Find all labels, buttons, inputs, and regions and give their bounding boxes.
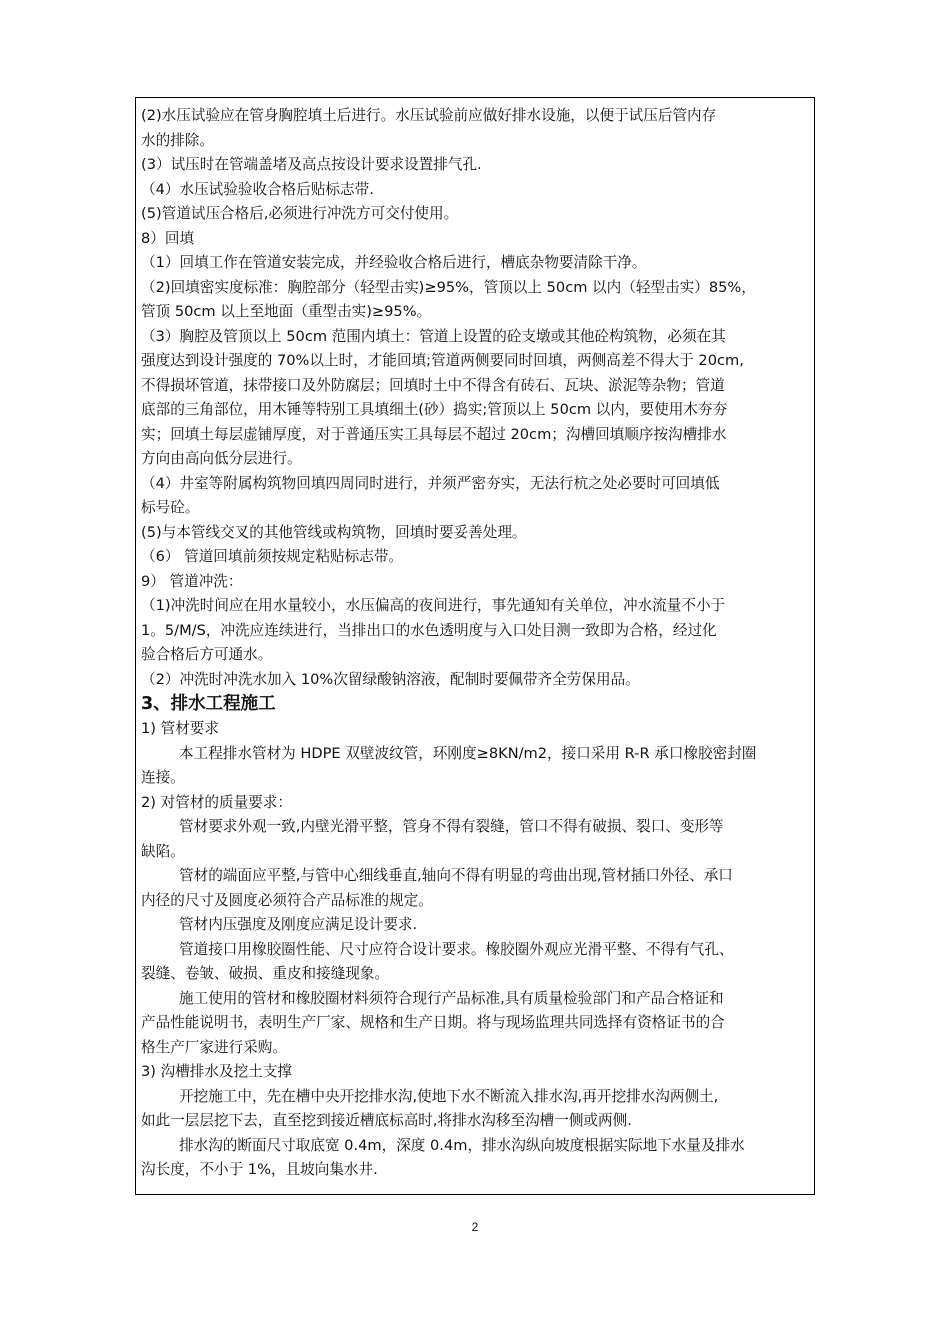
- text-line: 产品性能说明书，表明生产厂家、规格和生产日期。将与现场监理共同选择有资格证书的合: [141, 1014, 725, 1031]
- text-line: 1。5/M/S，冲洗应连续进行，当排出口的水色透明度与入口处目测一致即为合格，经过化: [141, 621, 717, 639]
- text-line: 实；回填土每层虚铺厚度，对于普通压实工具每层不超过 20cm；沟槽回填顺序按沟槽排水: [141, 425, 727, 443]
- text-line: 本工程排水管材为 HDPE 双壁波纹管，环刚度≥8KN/m2，接口采用 R-R 承口橡胶密封圈: [179, 744, 757, 762]
- text-line: （1)冲洗时间应在用水量较小，水压偏高的夜间进行，事先通知有关单位，冲水流量不小于: [141, 597, 726, 614]
- text-line: （2)回填密实度标准：胸腔部分（轻型击实)≥95%，管顶以上 50cm 以内（轻型击实）85%，: [141, 278, 756, 296]
- document-body: [141, 104, 811, 1183]
- text-line: 管材的端面应平整,与管中心细线垂直,轴向不得有明显的弯曲出现,管材插口外径、承口: [179, 867, 733, 884]
- text-line: 如此一层层挖下去，直至挖到接近槽底标高时,将排水沟移至沟槽一侧或两侧.: [141, 1112, 632, 1129]
- text-line: 2) 对管材的质量要求：: [141, 793, 292, 811]
- text-line: （4）井室等附属构筑物回填四周同时进行，并须严密夯实，无法行杭之处必要时可回填低: [141, 474, 720, 492]
- text-line: 开挖施工中，先在槽中央开挖排水沟,使地下水不断流入排水沟,再开挖排水沟两侧土,: [179, 1087, 719, 1105]
- text-line: 缺陷。: [141, 842, 185, 860]
- text-line: 水的排除。: [141, 131, 214, 149]
- text-line: (5)管道试压合格后,必须进行冲洗方可交付使用。: [141, 205, 459, 222]
- text-line: 验合格后方可通水。: [141, 646, 273, 663]
- text-line: 裂缝、卷皱、破损、重皮和接缝现象。: [141, 965, 390, 982]
- text-line: 管道接口用橡胶圈性能、尺寸应符合设计要求。橡胶圈外观应光滑平整、不得有气孔、: [179, 940, 734, 958]
- section-heading: 3、排水工程施工: [141, 694, 276, 714]
- text-line: 沟长度，不小于 1%，且坡向集水井.: [141, 1161, 378, 1178]
- text-line: （1）回填工作在管道安装完成，并经验收合格后进行，槽底杂物要清除干净。: [141, 254, 647, 271]
- text-line: (5)与本管线交叉的其他管线或构筑物，回填时要妥善处理。: [141, 523, 527, 541]
- text-line: 9） 管道冲洗：: [141, 572, 243, 590]
- text-line: （3）胸腔及管顶以上 50cm 范围内填土：管道上设置的砼支墩或其他砼构筑物，必须在其: [141, 327, 726, 345]
- text-line: 3) 沟槽排水及挖土支撑: [141, 1063, 292, 1080]
- text-line: 标号砼。: [141, 499, 200, 516]
- text-line: 底部的三角部位，用木锤等特别工具填细土(砂）捣实;管顶以上 50cm 以内，要使用木夯夯: [141, 401, 728, 418]
- text-line: 管材内压强度及刚度应满足设计要求.: [179, 916, 418, 933]
- text-line: 内径的尺寸及圆度必须符合产品标准的规定。: [141, 891, 433, 909]
- text-line: (2)水压试验应在管身胸腔填土后进行。水压试验前应做好排水设施，以便于试压后管内存: [141, 107, 717, 124]
- text-line: （2）冲洗时冲洗水加入 10%次留绿酸钠溶液，配制时要佩带齐全劳保用品。: [141, 670, 640, 688]
- text-line: 1) 管材要求: [141, 720, 219, 737]
- text-line: 不得损坏管道，抹带接口及外防腐层；回填时土中不得含有砖石、瓦块、淤泥等杂物；管道: [141, 376, 725, 394]
- text-line: 8）回填: [141, 229, 195, 247]
- text-line: 连接。: [141, 769, 185, 786]
- text-line: （6） 管道回填前须按规定粘贴标志带。: [141, 548, 404, 565]
- text-line: 格生产厂家进行采购。: [141, 1038, 287, 1056]
- text-line: 方向由高向低分层进行。: [141, 450, 302, 467]
- text-line: 管顶 50cm 以上至地面（重型击实)≥95%。: [141, 303, 432, 320]
- text-line: 管材要求外观一致,内壁光滑平整，管身不得有裂缝，管口不得有破损、裂口、变形等: [179, 818, 724, 835]
- document-frame: [135, 97, 815, 1195]
- page-number: 2: [471, 1220, 479, 1234]
- text-line: 施工使用的管材和橡胶圈材料须符合现行产品标准,具有质量检验部门和产品合格证和: [179, 989, 724, 1007]
- text-line: 排水沟的断面尺寸取底宽 0.4m，深度 0.4m，排水沟纵向坡度根据实际地下水量及排水: [179, 1136, 745, 1154]
- section-body: [141, 717, 811, 1183]
- text-line: (3）试压时在管端盖堵及高点按设计要求设置排气孔.: [141, 156, 482, 173]
- text-line: 强度达到设计强度的 70%以上时，才能回填;管道两侧要同时回填，两侧高差不得大于 20cm,: [141, 352, 744, 369]
- text-line: （4）水压试验验收合格后贴标志带.: [141, 180, 374, 198]
